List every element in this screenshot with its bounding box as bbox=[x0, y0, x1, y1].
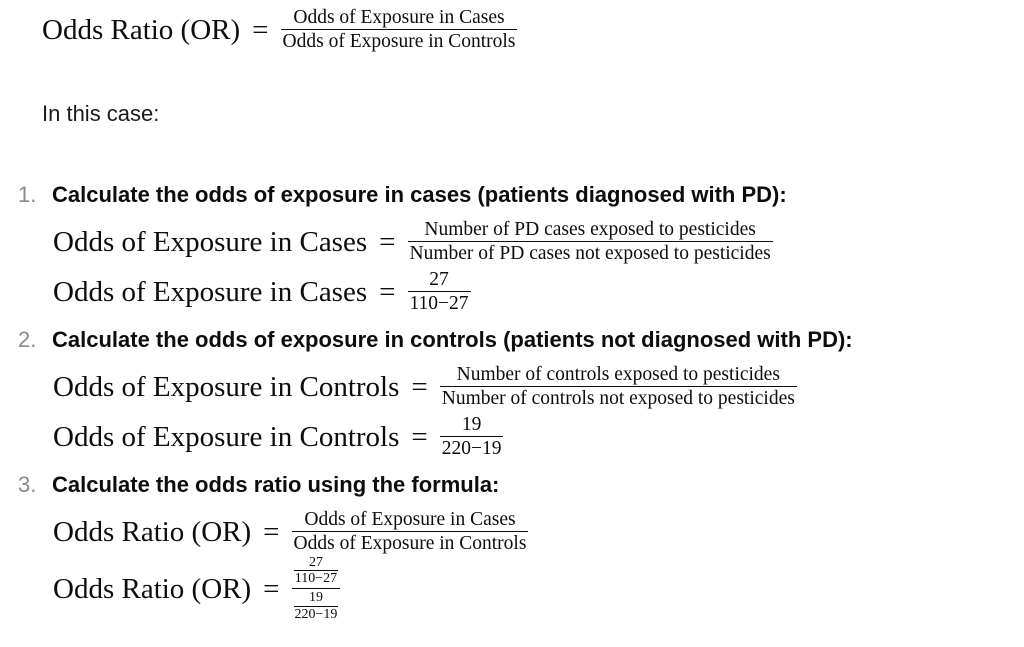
equals-sign: = bbox=[252, 13, 269, 46]
equals-sign: = bbox=[411, 420, 428, 453]
fraction-denominator: Number of controls not exposed to pesticides bbox=[441, 388, 795, 409]
fraction-numerator: 27 bbox=[429, 268, 449, 290]
fraction-numerator: Number of controls exposed to pesticides bbox=[456, 363, 780, 385]
inner-fraction-controls bbox=[294, 591, 339, 622]
step-title: Calculate the odds of exposure in controls (patients not diagnosed with PD): bbox=[52, 327, 853, 352]
equals-sign: = bbox=[411, 370, 428, 403]
step-title: Calculate the odds of exposure in cases (patients diagnosed with PD): bbox=[52, 182, 787, 207]
formula-denominator: Odds of Exposure in Controls bbox=[282, 31, 516, 52]
fraction-numerator: 19 bbox=[461, 413, 482, 435]
step-number: 2. bbox=[18, 327, 37, 352]
equals-sign: = bbox=[379, 225, 396, 258]
compound-fraction bbox=[292, 556, 341, 623]
compound-numerator bbox=[292, 556, 340, 588]
step-1-equation-1 bbox=[53, 217, 773, 267]
equation-lhs: Odds Ratio (OR) bbox=[53, 515, 252, 548]
inner-numerator: 19 bbox=[308, 590, 323, 605]
step-2-equation-1 bbox=[53, 362, 797, 412]
step-3-equation-1 bbox=[53, 507, 528, 557]
equals-sign: = bbox=[263, 572, 280, 605]
fraction-denominator: 110−27 bbox=[409, 293, 469, 314]
step-number: 1. bbox=[18, 182, 37, 207]
equation-lhs: Odds of Exposure in Cases bbox=[53, 275, 368, 308]
step-2-equation-2 bbox=[53, 412, 503, 462]
equation-fraction bbox=[408, 270, 471, 315]
step-number: 3. bbox=[18, 472, 37, 497]
equation-fraction bbox=[440, 365, 797, 410]
step-title: Calculate the odds ratio using the formula: bbox=[52, 472, 500, 497]
equals-sign: = bbox=[263, 515, 280, 548]
equation-lhs: Odds Ratio (OR) bbox=[53, 572, 252, 605]
equation-fraction bbox=[440, 415, 504, 460]
compound-denominator bbox=[292, 588, 341, 622]
odds-ratio-definition bbox=[42, 6, 517, 54]
fraction-denominator: Number of PD cases not exposed to pesticides bbox=[409, 243, 771, 264]
inner-denominator: 110−27 bbox=[294, 571, 338, 587]
step-3-equation-2 bbox=[53, 556, 340, 622]
formula-fraction bbox=[281, 8, 518, 53]
formula-lhs: Odds Ratio (OR) bbox=[42, 13, 241, 46]
step-2-heading bbox=[18, 327, 853, 353]
equation-lhs: Odds of Exposure in Controls bbox=[53, 370, 400, 403]
inner-denominator: 220−19 bbox=[294, 606, 338, 622]
intro-text: In this case: bbox=[42, 101, 160, 126]
fraction-numerator: Odds of Exposure in Cases bbox=[304, 508, 516, 530]
step-1-equation-2 bbox=[53, 267, 471, 317]
step-3-heading bbox=[18, 472, 499, 498]
fraction-denominator: Odds of Exposure in Controls bbox=[293, 533, 527, 554]
inner-fraction-cases bbox=[294, 556, 338, 587]
equation-fraction bbox=[292, 510, 529, 555]
equation-fraction bbox=[408, 220, 773, 265]
equation-lhs: Odds of Exposure in Controls bbox=[53, 420, 400, 453]
fraction-numerator: Number of PD cases exposed to pesticides bbox=[424, 218, 756, 240]
formula-numerator: Odds of Exposure in Cases bbox=[293, 6, 505, 28]
step-1-heading bbox=[18, 182, 787, 208]
equals-sign: = bbox=[379, 275, 396, 308]
fraction-denominator: 220−19 bbox=[441, 438, 502, 459]
inner-numerator: 27 bbox=[308, 554, 323, 570]
equation-lhs: Odds of Exposure in Cases bbox=[53, 225, 368, 258]
